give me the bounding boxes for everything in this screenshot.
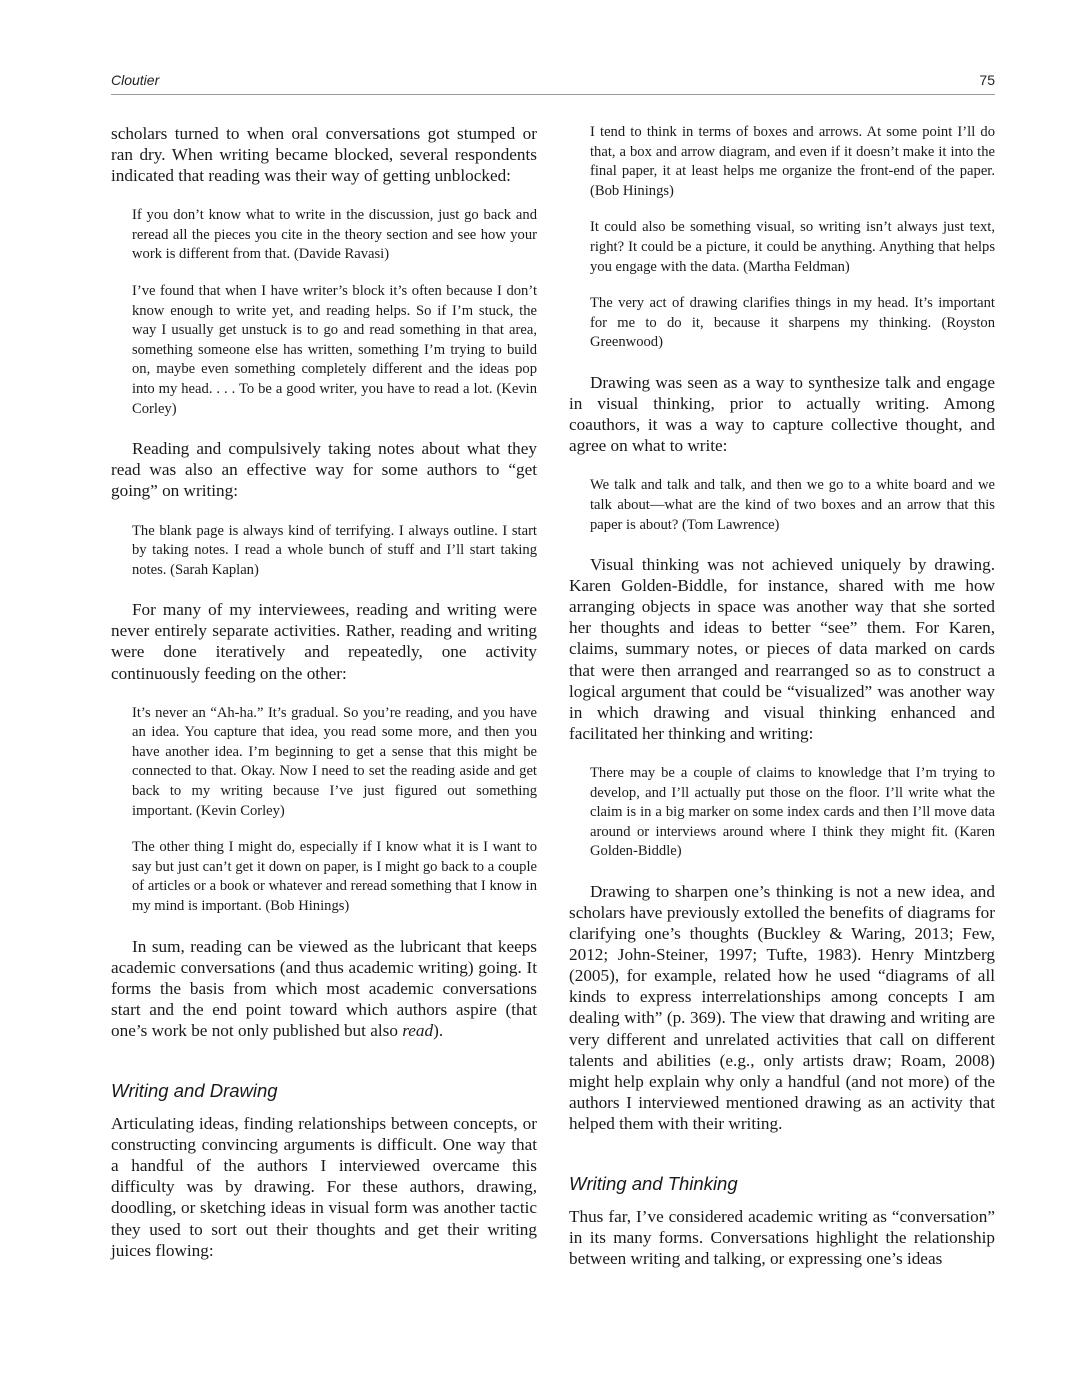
block-quote: The other thing I might do, especially if I know what it is I want to say but just can’t get it down on paper, is I might go back to a couple of articles or a book or whatever and reread something that I know in my mind is important. (Bob Hinings) — [132, 839, 537, 914]
paragraph-text-end: ). — [433, 1020, 444, 1040]
running-head-author: Cloutier — [111, 72, 160, 88]
right-column — [569, 123, 995, 1269]
body-paragraph — [111, 936, 537, 1041]
block-quote: There may be a couple of claims to knowledge that I’m trying to develop, and I’ll actually put those on the floor. I’ll write what the claim is in a big marker on some index cards and then I’ll move data around or interviews around where I think they might fit. (Karen Golden-Biddle) — [590, 764, 995, 860]
block-quote: The very act of drawing clarifies things in my head. It’s important for me to do it, because it sharpens my thinking. (Royston Greenwood) — [590, 295, 995, 351]
block-quote: The blank page is always kind of terrifying. I always outline. I start by taking notes. I read a whole bunch of stuff and I’ll start taking notes. (Sarah Kaplan) — [132, 522, 537, 578]
body-paragraph: Thus far, I’ve considered academic writing as “conversation” in its many forms. Conversations highlight the relationship between writing and talking, or expressing one’s ideas — [569, 1207, 995, 1269]
block-quote: If you don’t know what to write in the discussion, just go back and reread all the pieces you cite in the theory section and see how your work is different from that. (Davide Ravasi) — [132, 207, 537, 263]
body-paragraph: Drawing was seen as a way to synthesize talk and engage in visual thinking, prior to actually writing. Among coauthors, it was a way to capture collective thought, and agree on what to write: — [569, 372, 995, 456]
section-heading: Writing and Drawing — [111, 1080, 278, 1102]
page-number: 75 — [979, 72, 995, 88]
paragraph-text: In sum, reading can be viewed as the lubricant that keeps academic conversations (and thus academic writing) going. It forms the basis from which most academic conversations start and the end point toward which authors aspire (that one’s work be not only published but also — [111, 936, 537, 1040]
block-quote: I tend to think in terms of boxes and arrows. At some point I’ll do that, a box and arrow diagram, and even if it doesn’t make it into the final paper, it at least helps me organize the front-end of the paper. (Bob Hinings) — [590, 124, 995, 199]
body-paragraph: Reading and compulsively taking notes about what they read was also an effective way for some authors to “get going” on writing: — [111, 439, 537, 501]
block-quote: It could also be something visual, so writing isn’t always just text, right? It could be a picture, it could be anything. Anything that helps you engage with the data. (Martha Feldman) — [590, 219, 995, 275]
body-paragraph: scholars turned to when oral conversations got stumped or ran dry. When writing became blocked, several respondents indicated that reading was their way of getting unblocked: — [111, 124, 537, 186]
running-header — [111, 70, 995, 95]
section-heading: Writing and Thinking — [569, 1173, 738, 1195]
emphasized-word: read — [402, 1020, 434, 1040]
body-paragraph: Drawing to sharpen one’s thinking is not a new idea, and scholars have previously extolled the benefits of diagrams for clarifying one’s thoughts (Buckley & Waring, 2013; Few, 2012; John-Steiner, 1997; Tufte, 1983). Henry Mintzberg (2005), for example, related how he used “diagrams of all kinds to express interrelationships among concepts I am dealing with” (p. 369). The view that drawing and writing are very different and unrelated activities that call on different talents and abilities (e.g., only artists draw; Roam, 2008) might help explain why only a handful (and not more) of the authors I interviewed mentioned drawing as an activity that helped them with their writing. — [569, 881, 995, 1133]
body-paragraph: Articulating ideas, finding relationships between concepts, or constructing convincing arguments is difficult. One way that a handful of the authors I interviewed overcame this difficulty was by drawing. For these authors, drawing, doodling, or sketching ideas in visual form was another tactic they used to sort out their thoughts and get their writing juices flowing: — [111, 1114, 537, 1260]
block-quote: It’s never an “Ah-ha.” It’s gradual. So you’re reading, and you have an idea. You capture that idea, you read some more, and then you have another idea. I’m beginning to get a sense that this might be connected to that. Okay. Now I need to set the reading aside and get back to my writing because I’ve just figured out something important. (Kevin Corley) — [132, 704, 537, 819]
block-quote: I’ve found that when I have writer’s block it’s often because I don’t know enough to write yet, and reading helps. So if I’m stuck, the way I usually get unstuck is to go and read something in that area, something someone else has written, something I’m trying to build on, maybe even something completely different and the ideas pop into my head. . . . To be a good writer, you have to read a lot. (Kevin Corley) — [132, 283, 537, 417]
body-paragraph: For many of my interviewees, reading and writing were never entirely separate activities. Rather, reading and writing were done iteratively and repeatedly, one activity continuously feeding on the other: — [111, 600, 537, 683]
body-paragraph: Visual thinking was not achieved uniquely by drawing. Karen Golden-Biddle, for instance, shared with me how arranging objects in space was another way that she sorted her thoughts and ideas to better “see” them. For Karen, claims, summary notes, or pieces of data marked on cards that were then arranged and rearranged so as to construct a logical argument that could be “visualized” was another way in which drawing and visual thinking enhanced and facilitated her thinking and writing: — [569, 555, 995, 743]
left-column — [111, 123, 537, 1261]
block-quote: We talk and talk and talk, and then we go to a white board and we talk about—what are the kind of two boxes and an arrow that this paper is about? (Tom Lawrence) — [590, 477, 995, 533]
